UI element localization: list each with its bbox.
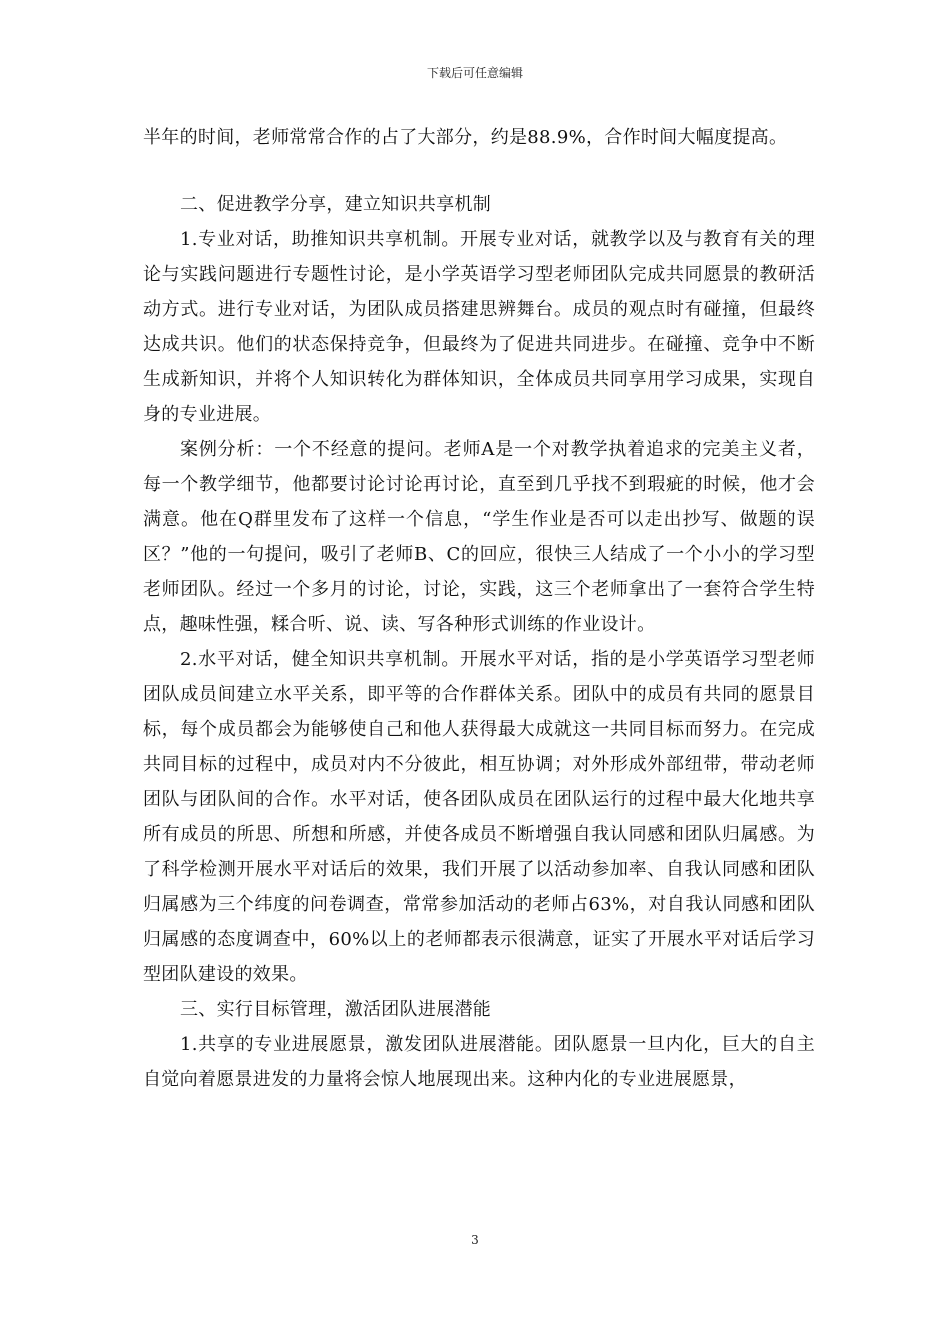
page-header: 下载后可任意编辑 (426, 66, 523, 80)
paragraph-horizontal-dialogue: 2.水平对话，健全知识共享机制。开展水平对话，指的是小学英语学习型老师团队成员间建立水平关系，即平等的合作群体关系。团队中的成员有共同的愿景目标，每个成员都会为能够使自己和他人获得最大成就这一共同目标而努力。在完成共同目标的过程中，成员对内不分彼此，相互协调；对外形成外部纽带，带动老师团队与团队间的合作。水平对话，使各团队成员在团队运行的过程中最大化地共享所有成员的所思、所想和所感，并使各成员不断增强自我认同感和团队归属感。为了科学检测开展水平对话后的效果，我们开展了以活动参加率、自我认同感和团队归属感为三个纬度的问卷调查，常常参加活动的老师占63%，对自我认同感和团队归属感的态度调查中，60%以上的老师都表示很满意，证实了开展水平对话后学习型团队建设的效果。 (143, 649, 815, 985)
paragraph-continuation: 半年的时间，老师常常合作的占了大部分，约是88.9%，合作时间大幅度提高。 (143, 127, 788, 148)
paragraph-professional-dialogue: 1.专业对话，助推知识共享机制。开展专业对话，就教学以及与教育有关的理论与实践问题进行专题性讨论，是小学英语学习型老师团队完成共同愿景的教研活动方式。进行专业对话，为团队成员搭建思辨舞台。成员的观点时有碰撞，但最终达成共识。他们的状态保持竞争，但最终为了促进共同进步。在碰撞、竞争中不断生成新知识，并将个人知识转化为群体知识，全体成员共同享用学习成果，实现自身的专业进展。 (143, 229, 815, 425)
paragraph-case-analysis: 案例分析：一个不经意的提问。老师A是一个对教学执着追求的完美主义者，每一个教学细节，他都要讨论讨论再讨论，直至到几乎找不到瑕疵的时候，他才会满意。他在Q群里发布了这样一个信息，“学生作业是否可以走出抄写、做题的误区？”他的一句提问，吸引了老师B、C的回应，很快三人结成了一个小小的学习型老师团队。经过一个多月的讨论，讨论，实践，这三个老师拿出了一套符合学生特点，趣味性强，糅合听、说、读、写各种形式训练的作业设计。 (143, 439, 815, 635)
document-body (143, 120, 815, 1097)
section-heading-3: 三、实行目标管理，激活团队进展潜能 (180, 999, 492, 1020)
section-heading-2: 二、促进教学分享，建立知识共享机制 (180, 194, 492, 215)
paragraph-shared-vision: 1.共享的专业进展愿景，激发团队进展潜能。团队愿景一旦内化，巨大的自主自觉向着愿景进发的力量将会惊人地展现出来。这种内化的专业进展愿景， (143, 1034, 815, 1090)
page-number: 3 (471, 1233, 479, 1247)
